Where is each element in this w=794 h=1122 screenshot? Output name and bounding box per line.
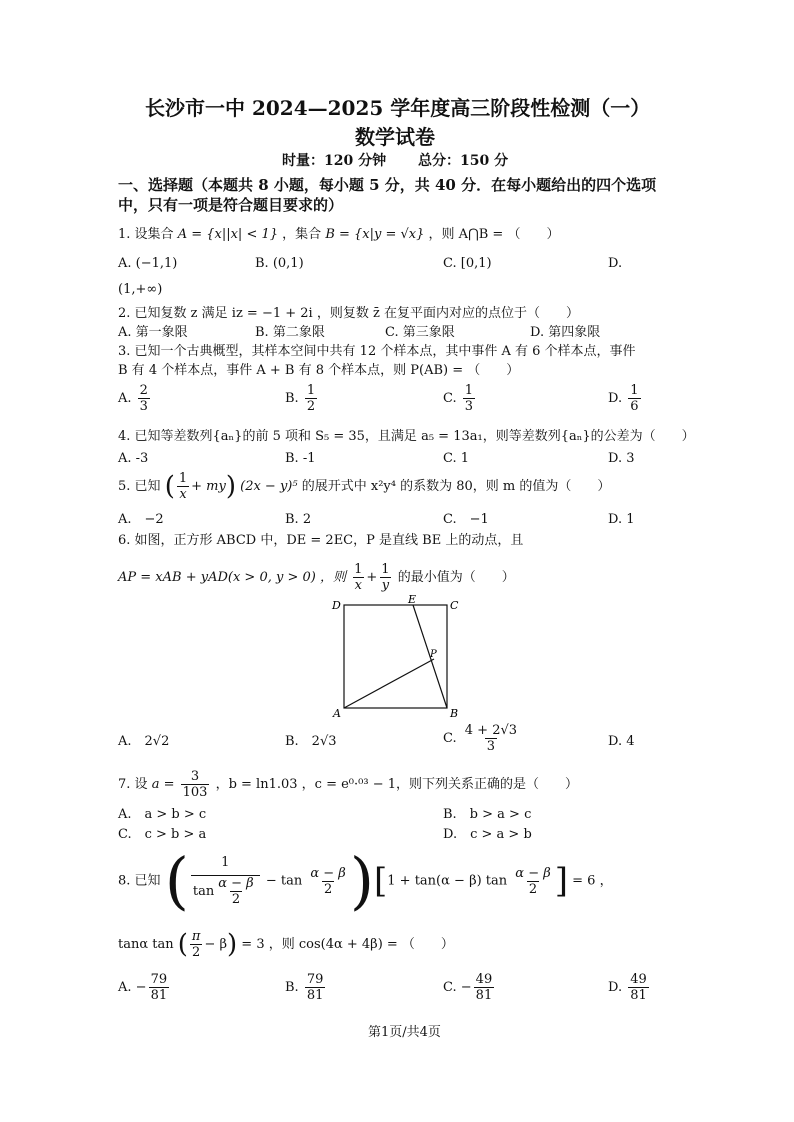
q6-option-a: A. 2√2: [118, 734, 170, 749]
q7-stem: [118, 770, 578, 799]
q8-d-label: D.: [608, 980, 623, 995]
q6-vector-expr: AP = xAB + yAD(x > 0, y > 0) ，则: [118, 570, 346, 585]
label-e: E: [408, 595, 417, 606]
q3-c-frac: $\frac{1}{3}$: [464, 383, 474, 414]
q3-option-d: [608, 384, 643, 413]
q8-bracket-frac: $\frac{\alpha - \beta}{2}$: [515, 865, 551, 897]
q8-equals: = 6 ，: [572, 873, 613, 889]
q6-stem-2: AP = xAB + yAD(x > 0, y > 0) ，则 $\frac{1}{x}$ + $\frac{1}{y}$ 的最小值为（ ）: [118, 562, 515, 593]
q1-option-b: B. (0,1): [255, 256, 304, 271]
q6-frac-x: $\frac{1}{x}$: [354, 562, 363, 593]
q1-option-c: C. [0,1): [443, 256, 492, 271]
label-a: A: [333, 707, 341, 720]
q8-inner-frac: 1 tan $\frac{\alpha - \beta}{2}$: [191, 856, 260, 906]
label-b: B: [450, 707, 459, 720]
q6-c-frac: $\frac{4 + 2√3}{3}$: [464, 723, 518, 754]
q8-b-label: B.: [285, 980, 299, 995]
q8-option-b: [285, 973, 327, 1002]
q5-option-b: B. 2: [285, 512, 312, 527]
q2-option-a: A. 第一象限: [118, 325, 188, 340]
q6-frac-y: $\frac{1}{y}$: [381, 562, 390, 593]
q8-minus-tan: − tan: [265, 873, 303, 889]
q8-prefix: 8. 已知: [118, 873, 161, 889]
q1-option-a: A. (−1,1): [118, 256, 178, 271]
q6-stem-tail: 的最小值为（ ）: [397, 570, 515, 585]
page-title: 长沙市一中 2024—2025 学年度高三阶段性检测（一）: [145, 96, 651, 120]
time-label: 时量：120 分钟: [282, 153, 387, 169]
q7-a-lhs: a =: [151, 777, 175, 792]
q5-option-d: D. 1: [608, 512, 635, 527]
score-label: 总分：150 分: [418, 153, 509, 169]
q2-option-d: D. 第四象限: [530, 325, 601, 340]
q5-option-a: A. −2: [118, 512, 164, 527]
q6-stem-1: 6. 如图，正方形 ABCD 中，DE = 2EC，P 是直线 BE 上的动点，且: [118, 533, 524, 548]
q3-stem-2: B 有 4 个样本点，事件 A + B 有 8 个样本点，则 P(AB) = （ ）: [118, 363, 520, 378]
q3-stem-1: 3. 已知一个古典概型，其样本空间中共有 12 个样本点，其中事件 A 有 6 个样本点，事件: [118, 344, 636, 359]
q8-option-c: [443, 973, 496, 1002]
q5-expr-tail: + my: [191, 479, 226, 494]
section-heading-cont: 中，只有一项是符合题目要求的）: [118, 196, 344, 214]
q8-a-sign: −: [135, 980, 147, 995]
q5-option-c: C. −1: [443, 512, 489, 527]
q3-a-label: A.: [118, 391, 132, 406]
q7-rest: ，b = ln1.03 ，c = e⁰·⁰³ − 1，则下列关系正确的是（ ）: [215, 777, 578, 792]
q3-b-frac: $\frac{1}{2}$: [306, 383, 316, 414]
q6-c-label: C.: [443, 731, 457, 746]
q8-option-a: [118, 973, 171, 1002]
q8-b-frac: $\frac{79}{81}$: [306, 972, 324, 1003]
q6-option-c: [443, 724, 521, 753]
q5-expr2: (2x − y)⁵: [240, 479, 298, 494]
q3-a-frac: $\frac{2}{3}$: [139, 383, 148, 414]
q6-option-d: D. 4: [608, 734, 635, 749]
q4-option-c: C. 1: [443, 451, 470, 466]
q1-set-a: A = {x||x| < 1}: [177, 227, 279, 242]
q3-option-a: [118, 384, 152, 413]
q5-frac: $\frac{1}{x}$: [178, 471, 188, 502]
q8-stem-1: 8. 已知 ( 1 tan $\frac{\alpha - \beta}{2}$ − tan $\frac{\alpha - \beta}{2}$ )[1 + tan(α − β) tan $\frac{\alpha - \beta}{2}$ ] = 6 ，: [118, 844, 613, 917]
q1-prefix: 1. 设集合: [118, 227, 174, 242]
q8-option-d: [608, 973, 651, 1002]
q1-mid: ，集合: [282, 227, 322, 242]
q1-option-d: D.: [608, 256, 623, 271]
q3-c-label: C.: [443, 391, 457, 406]
q1-tail: ，则 A⋂B = （ ）: [428, 227, 560, 242]
q2-stem: 2. 已知复数 z 满足 iz = −1 + 2i ，则复数 z̄ 在复平面内对应的点位于（ ）: [118, 306, 579, 321]
q7-prefix: 7. 设: [118, 777, 148, 792]
q5-stem: 5. 已知 ( $\frac{1}{x}$ + my) (2x − y)⁵ 的展开式中 x²y⁴ 的系数为 80，则 m 的值为（ ）: [118, 471, 611, 502]
q8-pi-frac: $\frac{\pi}{2}$: [191, 929, 201, 960]
q3-b-label: B.: [285, 391, 299, 406]
label-c: C: [450, 599, 459, 612]
q7-option-a: A. a > b > c: [118, 807, 207, 822]
label-d: D: [332, 599, 341, 612]
q3-option-c: [443, 384, 477, 413]
q6-square-figure: [330, 595, 465, 720]
q1-option-d-value: (1,+∞): [118, 282, 163, 297]
q6-option-b: B. 2√3: [285, 734, 337, 749]
q5-prefix: 5. 已知: [118, 479, 161, 494]
q8-line2-prefix: tanα tan: [118, 937, 174, 952]
q8-line2-mid: − β: [204, 937, 227, 952]
q7-a-frac: $\frac{3}{103}$: [182, 769, 208, 800]
q2-option-c: C. 第三象限: [385, 325, 455, 340]
q7-option-c: C. c > b > a: [118, 827, 207, 842]
q3-d-label: D.: [608, 391, 623, 406]
q8-line2-tail: = 3 ，则 cos(4α + 4β) = （ ）: [241, 937, 454, 952]
q8-d-frac: $\frac{49}{81}$: [630, 972, 647, 1003]
q4-option-b: B. -1: [285, 451, 316, 466]
q8-bracket-text: 1 + tan(α − β) tan: [387, 873, 508, 889]
q4-option-d: D. 3: [608, 451, 635, 466]
q8-a-label: A.: [118, 980, 132, 995]
q1-set-b: B = {x|y = √x}: [325, 227, 425, 242]
q8-c-sign: −: [460, 980, 472, 995]
q3-d-frac: $\frac{1}{6}$: [630, 383, 639, 414]
segment-ap: [344, 659, 434, 708]
q3-option-b: [285, 384, 319, 413]
section-heading: 一、选择题（本题共 8 小题，每小题 5 分，共 40 分．在每小题给出的四个选项: [118, 176, 657, 194]
q1-stem: [118, 228, 559, 241]
page-subtitle: 数学试卷: [355, 125, 435, 149]
q8-a-frac: $\frac{79}{81}$: [150, 972, 168, 1003]
q2-option-b: B. 第二象限: [255, 325, 325, 340]
q8-c-frac: $\frac{49}{81}$: [475, 972, 493, 1003]
q4-option-a: A. -3: [118, 451, 149, 466]
q8-c-label: C.: [443, 980, 457, 995]
q8-stem-2: tanα tan ( $\frac{\pi}{2}$ − β) = 3 ，则 cos(4α + 4β) = （ ）: [118, 929, 454, 960]
q5-stem-tail: 的展开式中 x²y⁴ 的系数为 80，则 m 的值为（ ）: [301, 479, 611, 494]
page-number: 第1页/共4页: [368, 1025, 441, 1040]
q4-stem: 4. 已知等差数列{aₙ}的前 5 项和 S₅ = 35，且满足 a₅ = 13a₁，则等差数列{aₙ}的公差为（ ）: [118, 429, 695, 444]
q8-half-frac: $\frac{\alpha - \beta}{2}$: [310, 865, 346, 897]
q7-option-b: B. b > a > c: [443, 807, 532, 822]
q7-option-d: D. c > a > b: [443, 827, 532, 842]
label-p: P: [430, 649, 437, 660]
